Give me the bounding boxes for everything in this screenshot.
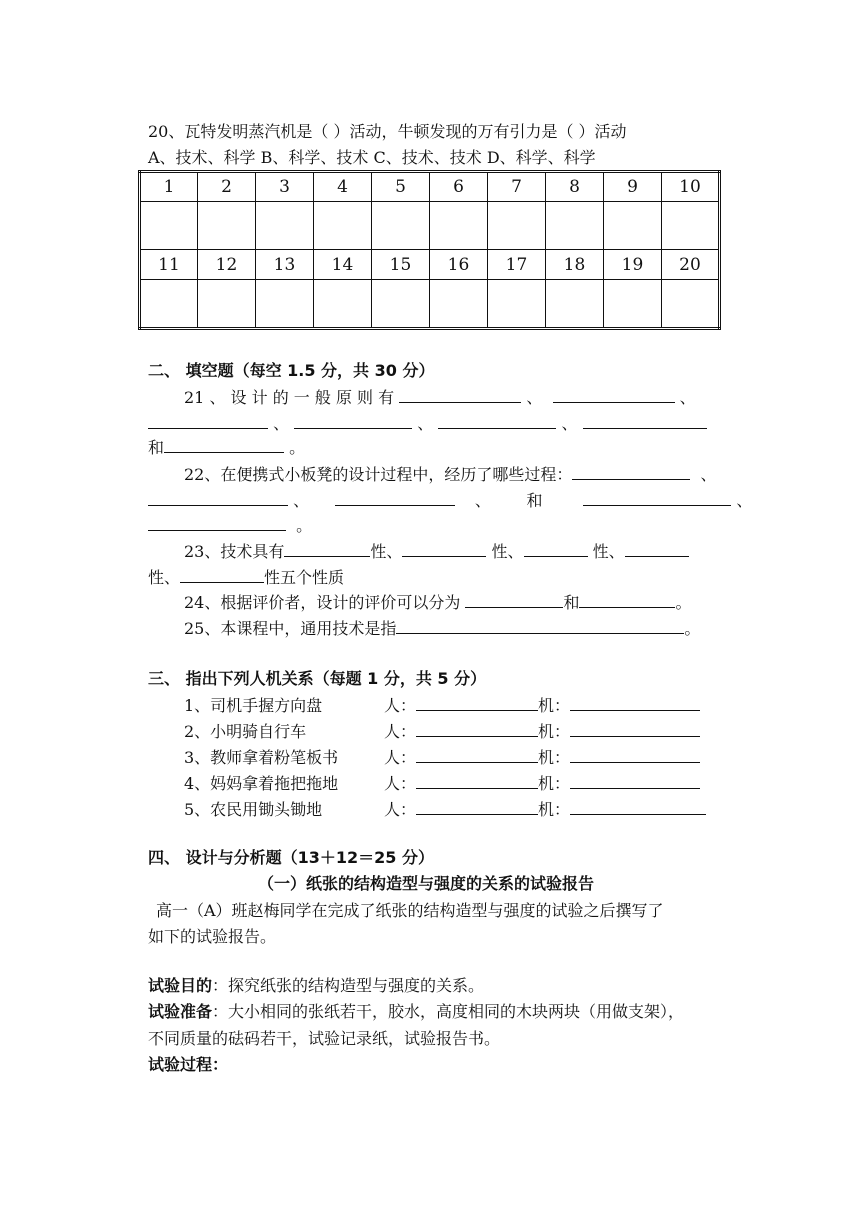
q21-line3 [148, 437, 305, 458]
q-answer-cell[interactable] [604, 280, 662, 329]
q22-and: 和 [526, 491, 543, 510]
q22-sep: 、 [736, 491, 753, 510]
q-answer-cell[interactable] [546, 280, 604, 329]
relation-item-label: 1、司机手握方向盘 [184, 696, 323, 715]
q-answer-cell[interactable] [314, 202, 372, 250]
section2-heading: 二、 填空题（每空 1.5 分，共 30 分） [148, 361, 435, 380]
question-number-cell: 1 [140, 172, 198, 202]
q-answer-cell[interactable] [488, 280, 546, 329]
machine-label: 机： [538, 722, 571, 741]
q22-sep: 、 [700, 465, 717, 484]
q21-blank-6[interactable] [583, 413, 707, 429]
section4-intro-1: 高一（A）班赵梅同学在完成了纸张的结构造型与强度的试验之后撰写了 [156, 901, 664, 920]
q-answer-cell[interactable] [430, 202, 488, 250]
relation-row [184, 747, 700, 768]
question-number-cell: 14 [314, 250, 372, 280]
person-blank[interactable] [416, 799, 538, 815]
q24-blank-2[interactable] [579, 592, 675, 608]
question-number-cell: 9 [604, 172, 662, 202]
q-answer-cell[interactable] [140, 280, 198, 329]
q-answer-cell[interactable] [314, 280, 372, 329]
relation-item-label: 5、农民用锄头锄地 [184, 800, 323, 819]
answer-table-header-row-2 [140, 250, 720, 280]
q23-line1 [184, 541, 689, 562]
q21-blank-7[interactable] [164, 437, 284, 453]
relation-item-label: 2、小明骑自行车 [184, 722, 307, 741]
q21-line1 [184, 387, 696, 408]
relation-item-label: 4、妈妈拿着拖把拖地 [184, 774, 339, 793]
person-label: 人： [384, 748, 417, 767]
q-answer-cell[interactable] [488, 202, 546, 250]
machine-label: 机： [538, 696, 571, 715]
relation-item-label: 3、教师拿着粉笔板书 [184, 748, 339, 767]
q20-options: A、技术、科学 B、科学、技术 C、技术、技术 D、科学、科学 [148, 148, 596, 167]
person-label: 人： [384, 722, 417, 741]
q21-blank-1[interactable] [399, 387, 521, 403]
q23-end: 性五个性质 [264, 568, 345, 587]
q21-sep: 、 [561, 414, 578, 433]
relation-row [184, 799, 706, 820]
machine-label: 机： [538, 774, 571, 793]
q21-blank-3[interactable] [148, 413, 268, 429]
q23-xing: 性、 [592, 542, 625, 561]
q21-blank-5[interactable] [438, 413, 556, 429]
machine-blank[interactable] [570, 721, 700, 737]
question-number-cell: 16 [430, 250, 488, 280]
relation-row [184, 695, 700, 716]
answer-table [138, 170, 721, 330]
section3-heading: 三、 指出下列人机关系（每题 1 分，共 5 分） [148, 669, 487, 688]
q22-blank-5[interactable] [148, 515, 286, 531]
q-answer-cell[interactable] [372, 202, 430, 250]
question-number-cell: 19 [604, 250, 662, 280]
question-number-cell: 3 [256, 172, 314, 202]
q-answer-cell[interactable] [198, 202, 256, 250]
answer-table-answer-row-2 [140, 280, 720, 329]
prep-label: 试验准备 [148, 1002, 213, 1021]
q24-and: 和 [563, 593, 580, 612]
q23-blank-5[interactable] [180, 567, 264, 583]
machine-label: 机： [538, 748, 571, 767]
q-answer-cell[interactable] [604, 202, 662, 250]
q21-sep: 、 [679, 388, 696, 407]
machine-blank[interactable] [570, 799, 706, 815]
q22-blank-1[interactable] [572, 464, 690, 480]
q22-line3 [148, 515, 312, 536]
process-label: 试验过程： [148, 1055, 229, 1074]
question-number-cell: 8 [546, 172, 604, 202]
prep-line-1 [148, 1002, 684, 1022]
question-number-cell: 18 [546, 250, 604, 280]
section4-intro-2: 如下的试验报告。 [148, 927, 277, 946]
q-answer-cell[interactable] [662, 202, 720, 250]
q22-blank-2[interactable] [148, 490, 288, 506]
q23-blank-2[interactable] [402, 541, 486, 557]
q23-label: 23、技术具有 [184, 542, 285, 561]
q22-end: 。 [296, 516, 313, 535]
q23-blank-1[interactable] [284, 541, 370, 557]
q21-end: 。 [289, 438, 306, 457]
q23-blank-3[interactable] [524, 541, 588, 557]
question-number-cell: 4 [314, 172, 372, 202]
machine-label: 机： [538, 800, 571, 819]
person-label: 人： [384, 774, 417, 793]
q25-end: 。 [684, 619, 701, 638]
q24-label: 24、根据评价者，设计的评价可以分为 [184, 593, 461, 612]
q23-line2 [148, 567, 344, 588]
question-number-cell: 17 [488, 250, 546, 280]
answer-table-answer-row-1 [140, 202, 720, 250]
q-answer-cell[interactable] [256, 202, 314, 250]
q23-xing: 性、 [148, 568, 181, 587]
q22-sep: 、 [293, 491, 310, 510]
question-number-cell: 6 [430, 172, 488, 202]
q25-label: 25、本课程中，通用技术是指 [184, 619, 397, 638]
q22-blank-4[interactable] [583, 490, 731, 506]
q22-line1 [184, 464, 717, 485]
answer-table-header-row-1 [140, 172, 720, 202]
q22-label: 22、在便携式小板凳的设计过程中，经历了哪些过程： [184, 465, 573, 484]
machine-blank[interactable] [570, 747, 700, 763]
q23-blank-4[interactable] [625, 541, 689, 557]
q22-line2 [148, 490, 752, 511]
question-number-cell: 15 [372, 250, 430, 280]
person-blank[interactable] [416, 773, 538, 789]
q24 [184, 592, 692, 613]
relation-row [184, 721, 700, 742]
q22-blank-3[interactable] [335, 490, 455, 506]
question-number-cell: 10 [662, 172, 720, 202]
q21-sep: 、 [417, 414, 434, 433]
relation-row [184, 773, 700, 794]
q21-line2 [148, 413, 707, 434]
person-label: 人： [384, 696, 417, 715]
prep-line-2: 不同质量的砝码若干，试验记录纸，试验报告书。 [148, 1029, 501, 1048]
q-answer-cell[interactable] [662, 280, 720, 329]
person-blank[interactable] [416, 695, 538, 711]
person-blank[interactable] [416, 747, 538, 763]
purpose-label: 试验目的 [148, 976, 213, 995]
q-answer-cell[interactable] [546, 202, 604, 250]
q-answer-cell[interactable] [372, 280, 430, 329]
q25-blank[interactable] [396, 618, 684, 634]
q21-sep: 、 [526, 388, 543, 407]
q25 [184, 618, 700, 639]
q24-end: 。 [675, 593, 692, 612]
q23-xing: 性、 [370, 542, 403, 561]
q21-sep: 、 [273, 414, 290, 433]
q21-and: 和 [148, 438, 165, 457]
question-number-cell: 13 [256, 250, 314, 280]
question-number-cell: 5 [372, 172, 430, 202]
q21-blank-2[interactable] [553, 387, 675, 403]
question-number-cell: 11 [140, 250, 198, 280]
q24-blank-1[interactable] [465, 592, 563, 608]
q21-blank-4[interactable] [294, 413, 412, 429]
q20-question: 20、瓦特发明蒸汽机是（ ）活动，牛顿发现的万有引力是（ ）活动 [148, 122, 627, 141]
purpose-line [148, 976, 484, 996]
q22-sep: 、 [474, 491, 491, 510]
person-label: 人： [384, 800, 417, 819]
machine-blank[interactable] [570, 695, 700, 711]
question-number-cell: 2 [198, 172, 256, 202]
section4-heading: 四、 设计与分析题（13＋12＝25 分） [148, 848, 434, 867]
q-answer-cell[interactable] [140, 202, 198, 250]
purpose-text: ：探究纸张的结构造型与强度的关系。 [212, 976, 485, 995]
machine-blank[interactable] [570, 773, 700, 789]
section4-subheading: （一）纸张的结构造型与强度的关系的试验报告 [258, 874, 595, 893]
question-number-cell: 12 [198, 250, 256, 280]
prep-text-1: ：大小相同的张纸若干，胶水，高度相同的木块两块（用做支架）， [212, 1002, 685, 1021]
q-answer-cell[interactable] [256, 280, 314, 329]
question-number-cell: 7 [488, 172, 546, 202]
q-answer-cell[interactable] [430, 280, 488, 329]
q21-label: 21 、 设 计 的 一 般 原 则 有 [184, 388, 395, 407]
q23-xing: 性、 [491, 542, 524, 561]
question-number-cell: 20 [662, 250, 720, 280]
person-blank[interactable] [416, 721, 538, 737]
q-answer-cell[interactable] [198, 280, 256, 329]
